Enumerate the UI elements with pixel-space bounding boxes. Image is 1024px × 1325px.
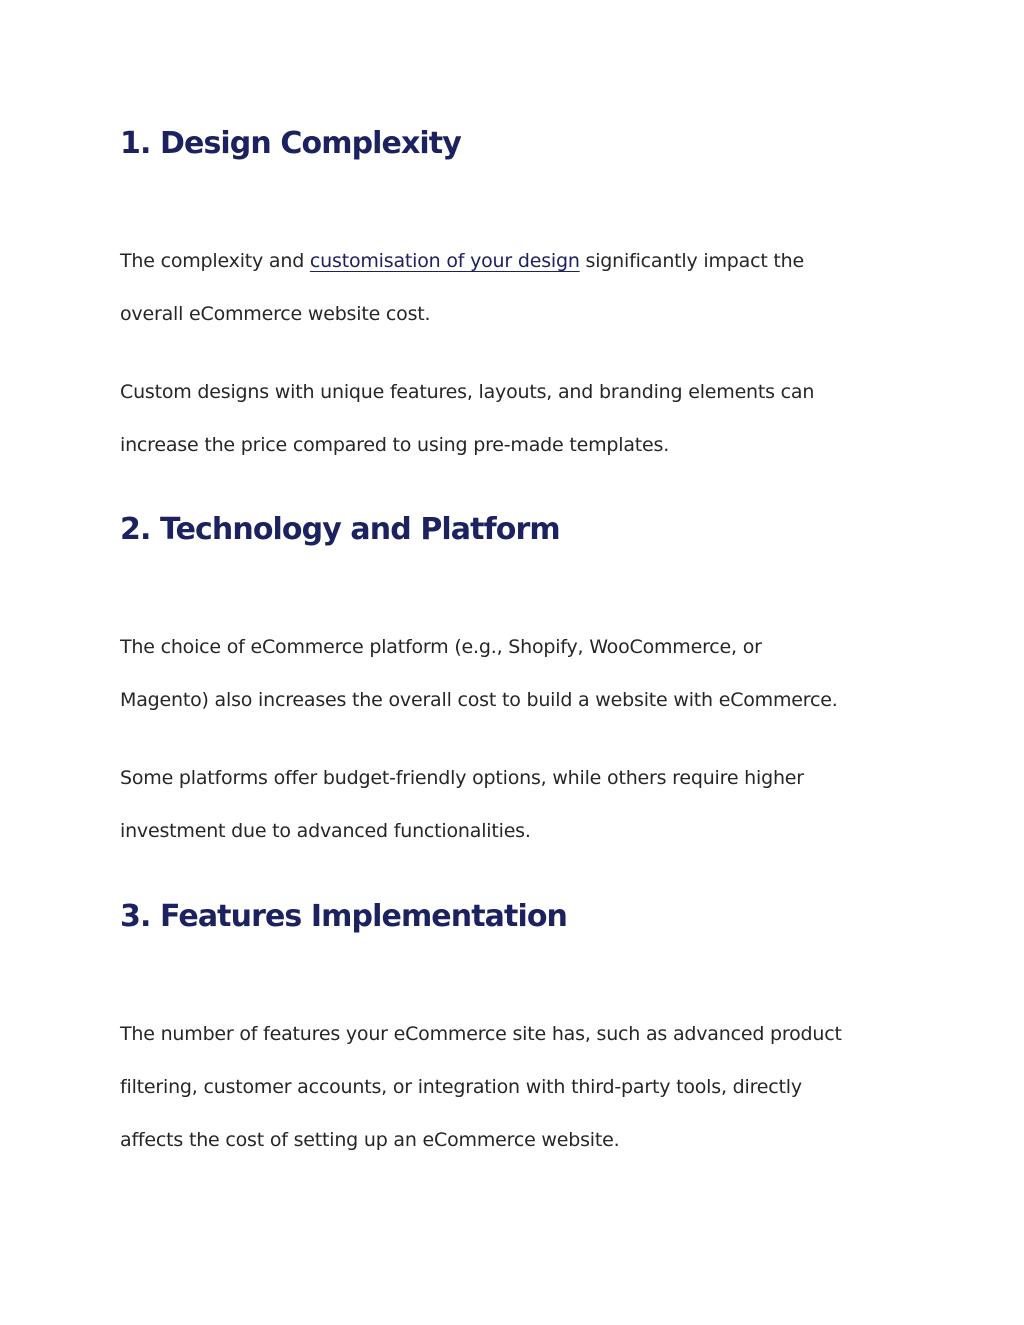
paragraph-platform-options <box>120 752 920 858</box>
heading-features-implementation: 3. Features Implementation <box>120 899 567 934</box>
paragraph-line <box>120 235 920 288</box>
paragraph-line: overall eCommerce website cost. <box>120 303 431 325</box>
paragraph-line: The choice of eCommerce platform (e.g., Shopify, WooCommerce, or <box>120 636 762 658</box>
paragraph-line: investment due to advanced functionalities. <box>120 820 531 842</box>
paragraph-line: Magento) also increases the overall cost to build a website with eCommerce. <box>120 689 838 711</box>
paragraph-line: Some platforms offer budget-friendly options, while others require higher <box>120 767 804 789</box>
heading-design-complexity: 1. Design Complexity <box>120 126 461 161</box>
paragraph-line: increase the price compared to using pre-made templates. <box>120 434 670 456</box>
paragraph-line: Custom designs with unique features, layouts, and branding elements can <box>120 381 815 403</box>
customisation-design-link[interactable]: customisation of your design <box>309 250 580 272</box>
paragraph-custom-designs <box>120 366 920 472</box>
text-fragment: The complexity and <box>120 250 310 272</box>
paragraph-platform-choice <box>120 621 920 727</box>
paragraph-line: filtering, customer accounts, or integration with third-party tools, directly <box>120 1076 802 1098</box>
heading-technology-platform: 2. Technology and Platform <box>120 512 560 547</box>
paragraph-line: The number of features your eCommerce site has, such as advanced product <box>120 1023 842 1045</box>
paragraph-line: affects the cost of setting up an eCommerce website. <box>120 1129 620 1151</box>
paragraph-design-intro <box>120 235 920 341</box>
text-fragment: significantly impact the <box>579 250 805 272</box>
paragraph-features <box>120 1008 920 1167</box>
